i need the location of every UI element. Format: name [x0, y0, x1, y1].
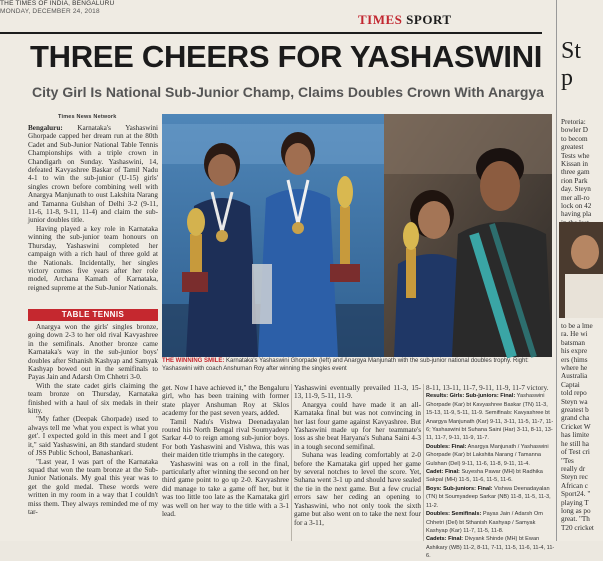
subheadline: City Girl Is National Sub-Junior Champ, Claims Doubles Crown With Anargya — [32, 84, 544, 100]
article-column-3 — [294, 384, 421, 541]
adjacent-text-line: Cricket W — [561, 422, 591, 431]
section-times: TIMES — [358, 12, 403, 27]
column-divider — [291, 384, 292, 541]
adjacent-text-line: T20 cricket — [561, 523, 594, 532]
adjacent-text-line: day. Steyn — [561, 185, 591, 194]
adjacent-text-line: having pla — [561, 210, 592, 219]
adjacent-text-line: Sport24. " — [561, 490, 591, 499]
result-text: Anargya Manjunath / Yashaswini Ghorpade (Kar) bt Lakshita Narang / Tamanna Gulshan (Del) 9-11, 11-6, 11-8, 9-11, 11-4. — [426, 443, 549, 467]
result-line — [426, 535, 556, 560]
header-rule — [0, 32, 542, 34]
adjacent-text-line: three gam — [561, 168, 590, 177]
column-divider — [423, 384, 424, 541]
paragraph: With the state cadet girls claiming the team bronze on Thursday, Karnataka finished with a haul of six medals in their kitty. — [28, 381, 158, 416]
article-column-1-continued — [28, 323, 158, 541]
adjacent-text-line: Kissan in — [561, 160, 588, 169]
adjacent-text-line: great. "Th — [561, 515, 590, 524]
adjacent-text-line: his expre — [561, 347, 588, 356]
adjacent-text-line: Captai — [561, 380, 580, 389]
result-text: Divyank Shinde (MH) bt Ewan Ashikary (WB) 11-2, 8-11, 7-11, 11-5, 11-6, 11-4, 11-6. — [426, 536, 555, 560]
section-sport: SPORT — [406, 12, 452, 27]
result-heading: Cadets: Final: — [426, 536, 463, 543]
result-heading: Results: Girls: Sub-juniors: Final: — [426, 393, 516, 400]
adjacent-headline — [561, 38, 581, 92]
adjacent-text-line: "Tes — [561, 456, 574, 465]
issue-date: MONDAY, DECEMBER 24, 2018 — [0, 8, 100, 15]
result-text: Vishwa Deenadayalan (TN) bt Soumyadeep Sarkar (NB) 11-8, 11-5, 11-3, 11-2. — [426, 485, 551, 509]
caption-text: Karnataka's Yashaswini Ghorpade (left) and Anargya Manjunath with the sub-junior national doubles trophy. Right: Yashaswini with coach Anshuman Roy after winning the singles event — [162, 358, 529, 372]
result-line — [426, 443, 556, 468]
adjacent-text-line: African c — [561, 481, 588, 490]
adjacent-text-line: grand cha — [561, 414, 590, 423]
result-line — [426, 384, 556, 392]
result-heading: Doubles: Semifinals: — [426, 511, 482, 518]
adjacent-text-line: bowler D — [561, 126, 588, 135]
adjacent-text-line: ers (hims — [561, 355, 588, 364]
result-text: Yashaswini Ghorpade (Kar) bt Kavyashree Baskar (TN) 11-3, 15-13, 11-9, 5-11, 11-9. Semifinals: Kavyashree bt Anargya Manjunath (Kar) 9-11, 3-11, 11-5, 11-7, 11-6; Yashaswini bt Suhana Saini (Har) 3-11, 8-11, 13-11, 11-7, 9-11, 11-9, 11-7. — [426, 393, 554, 442]
paragraph: Suhana was leading comfortably at 2-0 before the Karnataka girl upped her game by several notches to level the score. Yet, Suhana went 3-1 up and should have sealed the tie in the next game. But a few crucial errors saw her ceding an opening to Yashaswini, who not only took the sixth game but also went on to take the next four for a 3-11, — [294, 451, 421, 527]
adjacent-text-line: Pretoria: — [561, 118, 586, 126]
result-line — [426, 510, 556, 535]
paragraph: Tamil Nadu's Vishwa Deenadayalan routed his North Bengal rival Soumyadeep Sarkar 4-0 to reign among sub-junior boys. For both Yashaswini and Vishwa, this was their maiden title triumphs in the category. — [162, 417, 289, 460]
paragraph: Yashaswini was on a roll in the final, particularly after winning the second on her third game point to go up 2-0. Kavyashree did manage to take a game off her, but it was too little too late as the Karnataka girl was well on her way to the title with a 3-1 lead. — [162, 459, 289, 519]
result-line — [426, 392, 556, 442]
adjacent-text-line: really dr — [561, 464, 586, 473]
result-heading: Boys: Sub-juniors: Final: — [426, 485, 493, 492]
adjacent-photo — [559, 222, 603, 318]
adjacent-text-line: where he — [561, 364, 588, 373]
paragraph: "My father (Deepak Ghorpade) used to always tell me 'what you expect is what you get'. I expected gold in this meet and I got it," said Yashaswini, an 8th standard student of JSS Public School, Banashankari. — [28, 415, 158, 458]
adjacent-text-line: told repo — [561, 389, 587, 398]
caption-lead: THE WINNING SMILE: — [162, 358, 225, 364]
headline: THREE CHEERS FOR YASHASWINI — [30, 39, 543, 74]
adjacent-headline-line: St — [561, 38, 582, 64]
adjacent-text-line: has limite — [561, 431, 590, 440]
paragraph: Yashaswini eventually prevailed 11-3, 15-13, 11-9, 5-11, 11-9. — [294, 384, 421, 401]
adjacent-text-line: mer all-ro — [561, 193, 590, 202]
result-text: 8-11, 13-11, 11-7, 9-11, 11-9, 11-7 victory. — [426, 384, 549, 392]
masthead-dateline — [0, 0, 300, 16]
adjacent-text-line: playing T — [561, 498, 589, 507]
article-column-2 — [162, 384, 289, 541]
adjacent-text-line: greatest — [561, 143, 584, 152]
adjacent-text-line: long as po — [561, 506, 591, 515]
paragraph: Anargya won the girls' singles bronze, going down 2-3 to her old rival Kavyashree in the semifinals. Another bronze came Karnataka's way in the sub-junior boys' doubles after Sthanish Kashyap and Samyak Kashyap bowed out in the semifinals to Payas Jain and Adarsh Om Chhetri 3-0. — [28, 323, 158, 382]
paragraph: Having played a key role in Karnataka winning the sub-junior team honours on Thursday, Yashaswini completed her campaign with a rich haul of three gold at the Nationals. Incidentally, her singles victory comes five years after her role model, Archana Kamath of Karnataka, reigned supreme at the Sub-Junior Nationals. — [28, 224, 158, 292]
section-masthead — [358, 12, 452, 28]
adjacent-column-bottom — [561, 322, 603, 541]
dateline: Bengaluru: — [28, 124, 63, 132]
adjacent-text-line: batsman — [561, 338, 585, 347]
paragraph: get. Now I have achieved it," the Bengaluru girl, who has been training with former state player Anshuman Roy at Sklos academy for the past seven years, added. — [162, 384, 289, 418]
adjacent-text-line: to becom — [561, 134, 588, 143]
section-label: TABLE TENNIS — [28, 309, 158, 321]
result-line — [426, 468, 556, 485]
paragraph: Anargya could have made it an all-Karnataka final but was not convincing in her last four game against Kavyashree. But Yashaswini made up for her teammate's loss as she beat Haryana's Suhana Saini 4-3 in a tough second semifinal. — [294, 400, 421, 451]
photo-caption — [162, 358, 552, 380]
result-line — [426, 485, 556, 510]
result-heading: Cadet: Final: — [426, 469, 460, 476]
result-text: Suyesha Pawar (MH) bt Radhika Sakpal (MH) 11-5, 11-6, 11-5, 11-6. — [426, 469, 543, 484]
adjacent-text-line: Steyn rec — [561, 473, 588, 482]
adjacent-headline-line: p — [561, 65, 573, 91]
paragraph: "Last year, I was part of the Karnataka squad that won the team bronze at the Sub-Junior Nationals. My goal this year was to get the gold medal. These words were written in my room in a way that I couldn't miss them. They always reminded me of my tar- — [28, 457, 158, 516]
adjacent-text-line: ra. He wi — [561, 330, 588, 339]
adjacent-text-line: lock on 42 — [561, 202, 592, 211]
news-photo — [162, 114, 552, 357]
adjacent-photo-illustration — [559, 222, 603, 318]
paragraph — [28, 124, 158, 225]
paragraph-text: Karnataka's Yashaswini Ghorpade capped her dream run at the 80th Cadet and Sub-Junior National Table Tennis Championships with a triple crown in Chandigarh on Sunday. Yashaswini, 14, defeated Kavyashree Baskar of Tamil Nadu 4-1 to win the sub-junior (U-15) girls' singles crown before combining well with Anargya Manjunath to oust Lakshita Narang and Tamanna Gulshan of Delhi 3-2 (9-11, 11-6, 11-8, 9-11, 11-4) and claim the sub-junior doubles title. — [28, 124, 159, 225]
adjacent-text-line: rion Park — [561, 176, 588, 185]
adjacent-text-line: greatest b — [561, 406, 589, 415]
paper-name: THE TIMES OF INDIA, BENGALURU — [0, 0, 115, 7]
adjacent-text-line: of Test cri — [561, 448, 590, 457]
article-column-1 — [28, 124, 158, 307]
adjacent-column-top — [561, 118, 603, 218]
result-text: Payas Jain / Adarsh Om Chhetri (Del) bt Sthanish Kashyap / Samyak Kashyap (Kar) 11-7, 11-5, 11-8. — [426, 511, 543, 534]
adjacent-text-line: Steyn wa — [561, 397, 588, 406]
result-heading: Doubles: Final: — [426, 443, 467, 450]
byline: Times News Network — [58, 114, 117, 120]
adjacent-text-line: Australia — [561, 372, 588, 381]
photo-illustration — [162, 114, 552, 357]
adjacent-text-line: to be a lme — [561, 322, 593, 330]
adjacent-text-line: he still ha — [561, 439, 589, 448]
results-box — [426, 384, 556, 560]
adjacent-text-line: Tests whe — [561, 151, 590, 160]
